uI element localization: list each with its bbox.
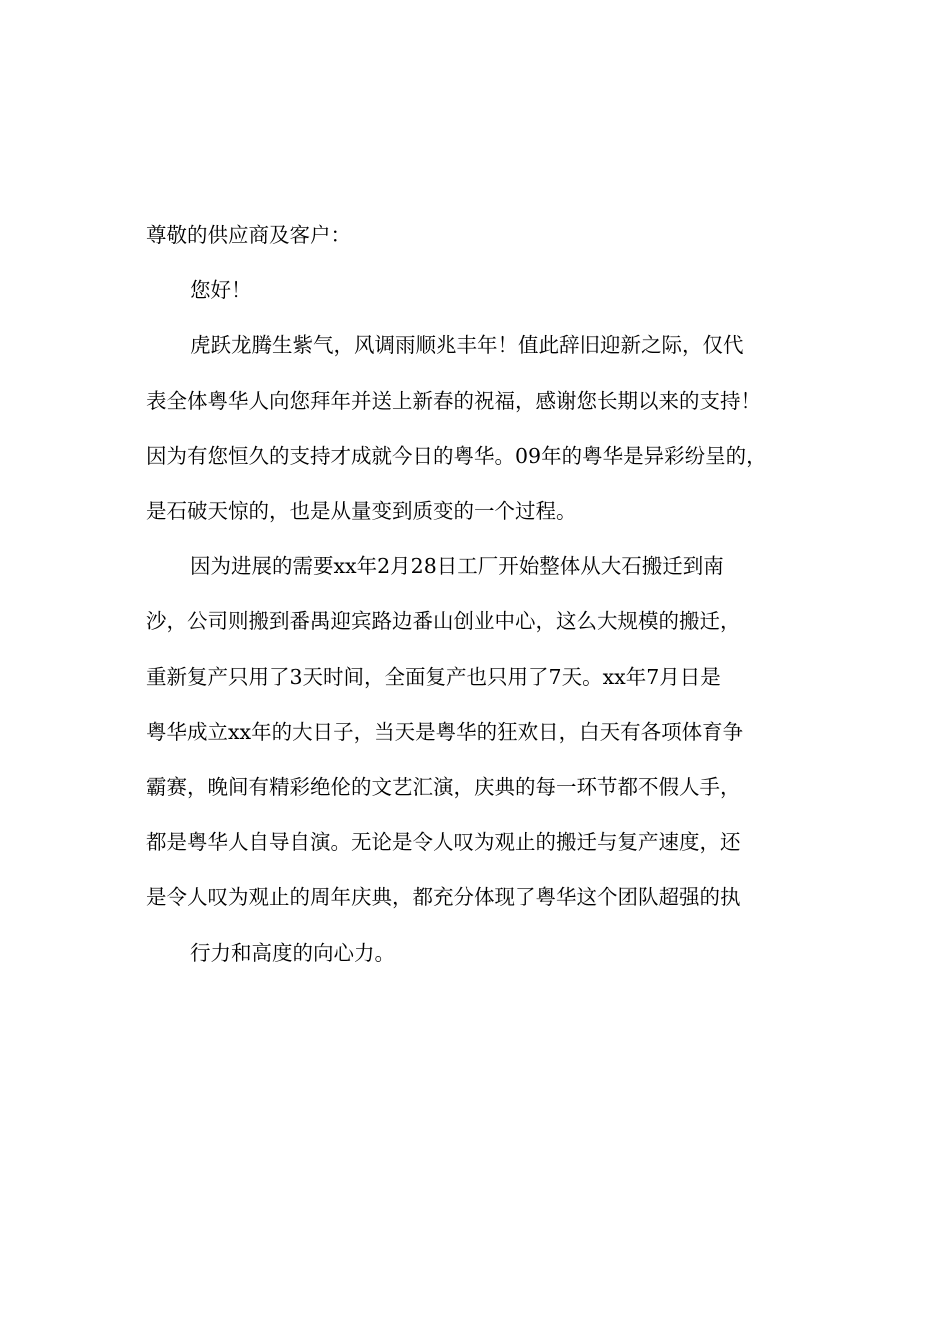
paragraph-2-line-4: 粤华成立xx年的大日子，当天是粤华的狂欢日，白天有各项体育争 [146, 719, 744, 744]
paragraph-2-line-6: 都是粤华人自导自演。无论是令人叹为观止的搬迁与复产速度，还 [146, 830, 741, 855]
paragraph-2-line-1: 因为进展的需要xx年2月28日工厂开始整体从大石搬迁到南 [190, 554, 724, 579]
paragraph-1 [146, 318, 836, 539]
paragraph-2 [146, 539, 836, 981]
paragraph-1-line-3: 因为有您恒久的支持才成就今日的粤华。09年的粤华是异彩纷呈的， [146, 443, 767, 468]
paragraph-2-line-7: 是令人叹为观止的周年庆典，都充分体现了粤华这个团队超强的执 [146, 885, 741, 910]
paragraph-1-line-2: 表全体粤华人向您拜年并送上新春的祝福，感谢您长期以来的支持！ [146, 388, 761, 413]
paragraph-2-line-5: 霸赛，晚间有精彩绝伦的文艺汇演，庆典的每一环节都不假人手， [146, 775, 741, 800]
paragraph-2-line-8: 行力和高度的向心力。 [190, 940, 395, 965]
letter-salutation: 尊敬的供应商及客户： [146, 223, 351, 247]
letter-body [146, 208, 836, 981]
letter-greeting: 您好！ [190, 278, 252, 303]
paragraph-2-line-2: 沙，公司则搬到番禺迎宾路边番山创业中心，这么大规模的搬迁， [146, 609, 741, 634]
paragraph-1-line-1: 虎跃龙腾生紫气，风调雨顺兆丰年！值此辞旧迎新之际，仅代 [190, 333, 744, 358]
paragraph-2-line-3: 重新复产只用了3天时间，全面复产也只用了7天。xx年7月日是 [146, 664, 721, 689]
paragraph-1-line-4: 是石破天惊的，也是从量变到质变的一个过程。 [146, 499, 577, 524]
